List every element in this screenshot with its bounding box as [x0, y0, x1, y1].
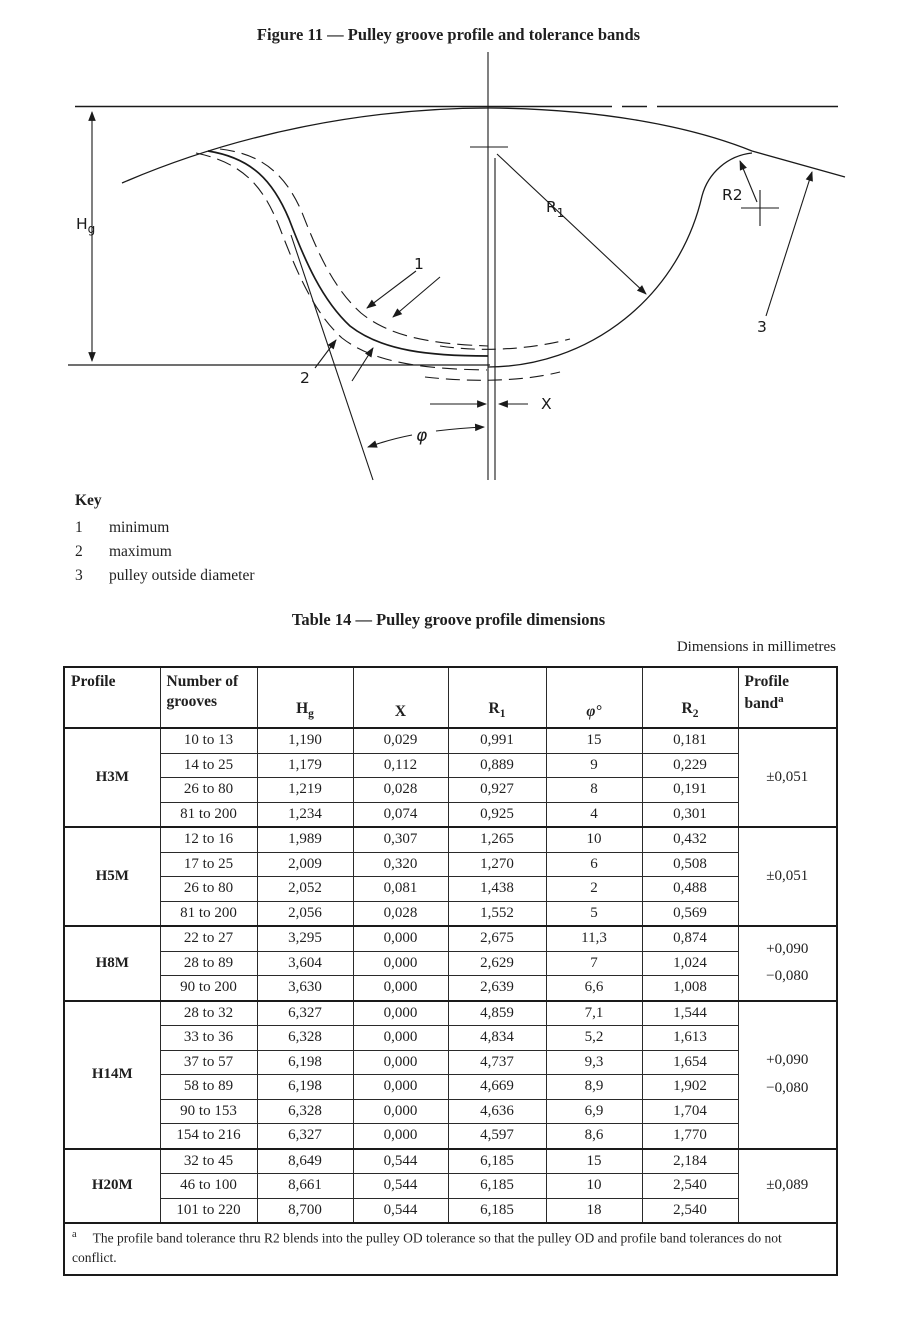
- key-item-label: minimum: [109, 519, 170, 536]
- table-cell: 1,234: [257, 802, 353, 827]
- table-row: [64, 852, 837, 877]
- table-cell: 4,859: [448, 1001, 546, 1026]
- table-cell: 2,629: [448, 951, 546, 976]
- col-header-profile: Profile: [64, 667, 160, 728]
- table-row: [64, 1075, 837, 1100]
- table-row: [64, 877, 837, 902]
- table-row: [64, 753, 837, 778]
- table-cell: 10: [546, 827, 642, 852]
- table-cell: 1,704: [642, 1099, 738, 1124]
- ref3-leader: [766, 172, 812, 316]
- table-row: [64, 1050, 837, 1075]
- key-item: [75, 540, 255, 564]
- col-header-band: Profile band$^a$: [738, 667, 837, 728]
- table-cell: 1,613: [642, 1026, 738, 1051]
- table-cell: 6,198: [257, 1050, 353, 1075]
- table-row: [64, 778, 837, 803]
- table-cell: 2,540: [642, 1198, 738, 1223]
- table-footnote: [64, 1223, 837, 1275]
- table-cell: 81 to 200: [160, 802, 257, 827]
- phi-label: φ: [416, 426, 428, 446]
- table-cell: 0,000: [353, 1026, 448, 1051]
- profile-group-label: H14M: [64, 1001, 160, 1149]
- ref2-leader-a: [315, 340, 336, 368]
- table-cell: 0,000: [353, 926, 448, 951]
- table-cell: 17 to 25: [160, 852, 257, 877]
- table-cell: 8,6: [546, 1124, 642, 1149]
- band-value: −0,080: [766, 1079, 809, 1096]
- table-row: [64, 976, 837, 1001]
- table-cell: 0,000: [353, 1124, 448, 1149]
- table-cell: 0,000: [353, 1075, 448, 1100]
- profile-band-cell: [738, 926, 837, 1001]
- table-row: [64, 1001, 837, 1026]
- table-cell: 4,597: [448, 1124, 546, 1149]
- table-row: [64, 926, 837, 951]
- table-cell: 6,9: [546, 1099, 642, 1124]
- table-cell: 1,265: [448, 827, 546, 852]
- profile-band-cell: [738, 1001, 837, 1149]
- table-cell: 8,9: [546, 1075, 642, 1100]
- table-cell: 1,544: [642, 1001, 738, 1026]
- table-cell: 4,669: [448, 1075, 546, 1100]
- table-row: [64, 951, 837, 976]
- table-cell: 1,179: [257, 753, 353, 778]
- profile-band-cell: [738, 1149, 837, 1224]
- table-cell: 0,000: [353, 976, 448, 1001]
- table-cell: 154 to 216: [160, 1124, 257, 1149]
- table-cell: 8: [546, 778, 642, 803]
- table-cell: 1,190: [257, 728, 353, 753]
- table-cell: 6,327: [257, 1001, 353, 1026]
- key-item: [75, 516, 255, 540]
- table-cell: 5,2: [546, 1026, 642, 1051]
- table-cell: 90 to 200: [160, 976, 257, 1001]
- table-cell: 2,540: [642, 1174, 738, 1199]
- col-header-grooves: Number of grooves: [160, 667, 257, 728]
- table-cell: 1,654: [642, 1050, 738, 1075]
- key-item-number: 2: [75, 543, 83, 560]
- table-row: [64, 901, 837, 926]
- figure-key: [75, 492, 255, 588]
- table-cell: 6,185: [448, 1198, 546, 1223]
- table-cell: 0,191: [642, 778, 738, 803]
- table-cell: 1,902: [642, 1075, 738, 1100]
- table-cell: 0,029: [353, 728, 448, 753]
- table-cell: 6: [546, 852, 642, 877]
- table-cell: 6,185: [448, 1149, 546, 1174]
- table-cell: 6,198: [257, 1075, 353, 1100]
- table-row: [64, 827, 837, 852]
- col-header-r1: $R_1$: [448, 667, 546, 728]
- x-label: X: [541, 395, 552, 413]
- table-cell: 0,000: [353, 1001, 448, 1026]
- figure-labels: [76, 186, 767, 446]
- phi-arc-right: [436, 427, 484, 431]
- key-item-label: pulley outside diameter: [109, 567, 255, 584]
- table-cell: 0,544: [353, 1198, 448, 1223]
- table-cell: 0,081: [353, 877, 448, 902]
- table-cell: 26 to 80: [160, 778, 257, 803]
- nominal-profile-curve: [208, 151, 488, 356]
- table-row: [64, 1124, 837, 1149]
- table-cell: 7,1: [546, 1001, 642, 1026]
- hg-label: $H_g$: [76, 215, 96, 236]
- table-cell: 2,052: [257, 877, 353, 902]
- band-value: ±0,051: [766, 768, 809, 785]
- table-cell: 9,3: [546, 1050, 642, 1075]
- table-cell: 7: [546, 951, 642, 976]
- max-profile-curve: [196, 153, 487, 370]
- col-header-r2: $R_2$: [642, 667, 738, 728]
- r2-center-cross: [741, 190, 779, 226]
- col-header-x: X: [353, 667, 448, 728]
- table-cell: 8,661: [257, 1174, 353, 1199]
- band-value: ±0,089: [766, 1176, 809, 1193]
- table-cell: 2,009: [257, 852, 353, 877]
- table-cell: 0,544: [353, 1149, 448, 1174]
- pulley-groove-figure: [0, 50, 897, 495]
- table-cell: 0,432: [642, 827, 738, 852]
- footnote-text: The profile band tolerance thru R2 blends into the pulley OD tolerance so that the pulley OD and profile band tolerances do not conflict.: [72, 1230, 782, 1266]
- table-cell: 0,925: [448, 802, 546, 827]
- table-cell: 81 to 200: [160, 901, 257, 926]
- min-profile-curve: [220, 149, 488, 346]
- table-cell: 0,927: [448, 778, 546, 803]
- table-cell: 28 to 89: [160, 951, 257, 976]
- table-cell: 0,307: [353, 827, 448, 852]
- table-cell: 3,604: [257, 951, 353, 976]
- table-cell: 2,675: [448, 926, 546, 951]
- header-row: [64, 667, 837, 728]
- table-cell: 8,649: [257, 1149, 353, 1174]
- ref-label-1: 1: [414, 255, 424, 273]
- table-body: [64, 728, 837, 1223]
- table-row: [64, 1174, 837, 1199]
- ref1-leader-a: [367, 271, 416, 308]
- table-cell: 0,074: [353, 802, 448, 827]
- table-cell: 18: [546, 1198, 642, 1223]
- r2-label: R2: [722, 186, 743, 204]
- table-cell: 3,295: [257, 926, 353, 951]
- table-cell: 10 to 13: [160, 728, 257, 753]
- profile-group-label: H3M: [64, 728, 160, 827]
- max-band-bottom: [425, 372, 560, 380]
- table-cell: 46 to 100: [160, 1174, 257, 1199]
- flank-angle-line: [291, 235, 373, 480]
- band-value: ±0,051: [766, 867, 809, 884]
- table-cell: 0,028: [353, 778, 448, 803]
- table-cell: 0,508: [642, 852, 738, 877]
- table-row: [64, 1198, 837, 1223]
- key-item-number: 1: [75, 519, 83, 536]
- table-cell: 4,636: [448, 1099, 546, 1124]
- table-cell: 90 to 153: [160, 1099, 257, 1124]
- band-value: +0,090: [766, 1051, 809, 1068]
- table-cell: 0,181: [642, 728, 738, 753]
- table-cell: 1,219: [257, 778, 353, 803]
- table-cell: 15: [546, 1149, 642, 1174]
- col-header-hg: $H_g$: [257, 667, 353, 728]
- table-cell: 5: [546, 901, 642, 926]
- table-cell: 1,552: [448, 901, 546, 926]
- table-cell: 0,488: [642, 877, 738, 902]
- r1-r2-flank: [488, 153, 752, 367]
- table-caption: Table 14 — Pulley groove profile dimensions: [291, 610, 606, 629]
- ref-label-3: 3: [757, 318, 767, 336]
- table-cell: 28 to 32: [160, 1001, 257, 1026]
- table-cell: 12 to 16: [160, 827, 257, 852]
- table-cell: 0,229: [642, 753, 738, 778]
- col-header-phi: φ°: [546, 667, 642, 728]
- table-cell: 26 to 80: [160, 877, 257, 902]
- key-title: Key: [75, 492, 102, 509]
- band-value: −0,080: [766, 968, 809, 985]
- table-cell: 0,000: [353, 951, 448, 976]
- ref-label-2: 2: [300, 369, 310, 387]
- key-item-number: 3: [75, 567, 83, 584]
- od-arc: [122, 108, 845, 183]
- table-cell: 22 to 27: [160, 926, 257, 951]
- table-cell: 0,889: [448, 753, 546, 778]
- table-cell: 6,185: [448, 1174, 546, 1199]
- table-cell: 0,991: [448, 728, 546, 753]
- table-cell: 6,6: [546, 976, 642, 1001]
- table-cell: 101 to 220: [160, 1198, 257, 1223]
- table-cell: 3,630: [257, 976, 353, 1001]
- table-cell: 58 to 89: [160, 1075, 257, 1100]
- footnote-marker: a: [72, 1229, 77, 1240]
- key-item: [75, 564, 255, 588]
- table-cell: 11,3: [546, 926, 642, 951]
- table-row: [64, 728, 837, 753]
- table-cell: 0,112: [353, 753, 448, 778]
- table-row: [64, 1149, 837, 1174]
- profile-group-label: H5M: [64, 827, 160, 926]
- table-cell: 6,328: [257, 1026, 353, 1051]
- groove-dimensions-table: [63, 666, 838, 1276]
- table-cell: 14 to 25: [160, 753, 257, 778]
- r1-label: $R_1$: [546, 198, 565, 220]
- table-cell: 0,000: [353, 1099, 448, 1124]
- table-cell: 0,569: [642, 901, 738, 926]
- table-row: [64, 1026, 837, 1051]
- footnote-row: [64, 1223, 837, 1275]
- profile-band-cell: [738, 728, 837, 827]
- table-cell: 1,008: [642, 976, 738, 1001]
- table-cell: 15: [546, 728, 642, 753]
- table-cell: 4,737: [448, 1050, 546, 1075]
- table-cell: 1,024: [642, 951, 738, 976]
- table-cell: 37 to 57: [160, 1050, 257, 1075]
- profile-band-cell: [738, 827, 837, 926]
- table-cell: 0,301: [642, 802, 738, 827]
- drawing-lines: [68, 52, 845, 480]
- table-cell: 0,028: [353, 901, 448, 926]
- table-cell: 1,438: [448, 877, 546, 902]
- units-note: Dimensions in millimetres: [676, 639, 836, 655]
- table-cell: 9: [546, 753, 642, 778]
- table-cell: 4,834: [448, 1026, 546, 1051]
- table-cell: 2: [546, 877, 642, 902]
- table-cell: 0,874: [642, 926, 738, 951]
- profile-group-label: H20M: [64, 1149, 160, 1224]
- table-cell: 0,000: [353, 1050, 448, 1075]
- table-cell: 1,270: [448, 852, 546, 877]
- table-cell: 1,770: [642, 1124, 738, 1149]
- table-cell: 1,989: [257, 827, 353, 852]
- table-row: [64, 802, 837, 827]
- r1-leader: [497, 154, 646, 294]
- band-value: +0,090: [766, 940, 809, 957]
- table-cell: 4: [546, 802, 642, 827]
- key-item-label: maximum: [109, 543, 172, 560]
- table-cell: 8,700: [257, 1198, 353, 1223]
- phi-arc-left: [368, 435, 412, 447]
- table-cell: 2,184: [642, 1149, 738, 1174]
- profile-group-label: H8M: [64, 926, 160, 1001]
- table-cell: 6,327: [257, 1124, 353, 1149]
- table-cell: 0,544: [353, 1174, 448, 1199]
- table-cell: 2,639: [448, 976, 546, 1001]
- table-cell: 2,056: [257, 901, 353, 926]
- table-cell: 10: [546, 1174, 642, 1199]
- table-cell: 0,320: [353, 852, 448, 877]
- table-row: [64, 1099, 837, 1124]
- table-cell: 6,328: [257, 1099, 353, 1124]
- table-cell: 33 to 36: [160, 1026, 257, 1051]
- figure-caption: Figure 11 — Pulley groove profile and tolerance bands: [256, 25, 641, 44]
- table-cell: 32 to 45: [160, 1149, 257, 1174]
